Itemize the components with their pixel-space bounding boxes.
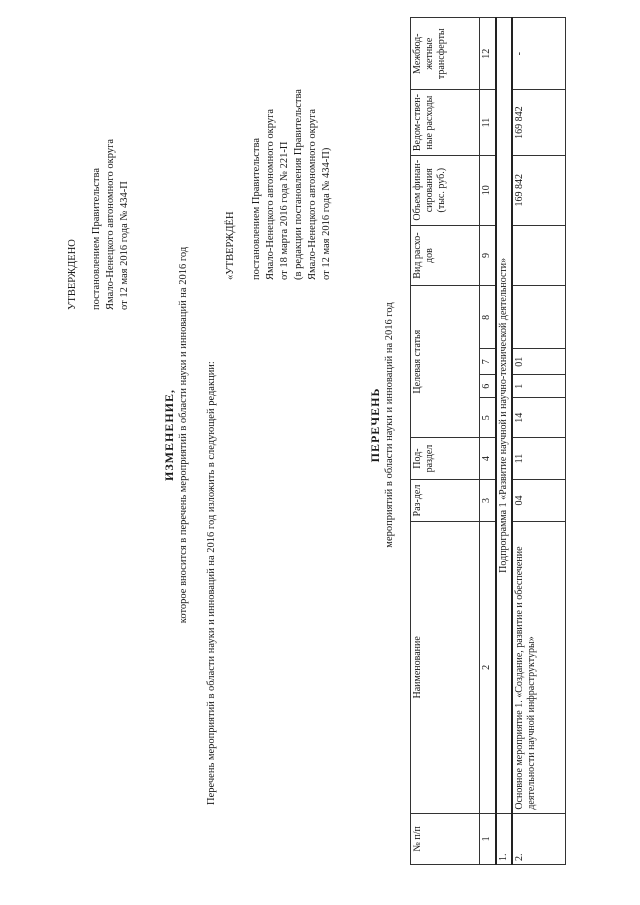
measure-vedom: 169 842 [512, 90, 566, 155]
approval-line: Ямало-Ненецкого автономного округа [265, 108, 276, 280]
col-number: 11 [480, 90, 497, 155]
col-number: 1 [480, 813, 497, 864]
row-num: 2. [512, 813, 566, 864]
approval-line: (в редакции постановления Правительства [293, 89, 304, 280]
header-podrazdel: Под-раздел [411, 438, 480, 480]
col-number: 4 [480, 438, 497, 480]
measure-podrazdel: 11 [512, 438, 566, 480]
header-vedom: Ведом-ствен-ные расходы [411, 90, 480, 155]
header-volume: Объем финан-сирования (тыс. руб.) [411, 155, 480, 225]
col-number: 2 [480, 522, 497, 814]
col-number: 12 [480, 18, 497, 90]
table-row-subprogram [496, 18, 512, 865]
measure-target-8 [512, 286, 566, 349]
header-razdel: Раз-дел [411, 480, 480, 522]
approval-line: Ямало-Ненецкого автономного округа [105, 138, 116, 310]
change-title: ИЗМЕНЕНИЕ, [162, 389, 176, 482]
measure-razdel: 04 [512, 480, 566, 522]
header-name: Наименование [411, 522, 480, 814]
col-number: 6 [480, 375, 497, 398]
subprogram-title: Подпрограмма 1 «Развитие научной и научно-технической деятельности» [496, 18, 512, 814]
row-num: 1. [496, 813, 512, 864]
list-title: ПЕРЕЧЕНЬ [368, 387, 382, 463]
table-header-row [411, 18, 480, 865]
col-number: 9 [480, 225, 497, 286]
approval-stamp-top [66, 10, 132, 310]
change-subtitle: которое вносится в перечень мероприятий в области науки и инноваций на 2016 год [178, 246, 189, 624]
col-number: 5 [480, 398, 497, 438]
approval-line: от 18 марта 2016 года № 221-П [279, 141, 290, 280]
approval-line: постановлением Правительства [91, 167, 102, 310]
header-target: Целевая статья [411, 286, 480, 438]
approval-stamp-quote [224, 10, 334, 280]
header-vid: Вид расхо-дов [411, 225, 480, 286]
approval-heading: УТВЕРЖДЕНО [67, 239, 78, 310]
measure-target-6: 1 [512, 375, 566, 398]
header-num: № п/п [411, 813, 480, 864]
approval-line: от 12 мая 2016 года № 434-П) [321, 147, 332, 280]
measures-table [410, 17, 566, 865]
measure-target-7: 01 [512, 349, 566, 375]
measure-vid [512, 225, 566, 286]
approval-heading: «УТВЕРЖДЁН [225, 211, 236, 280]
col-number: 7 [480, 349, 497, 375]
col-number: 10 [480, 155, 497, 225]
approval-line: Ямало-Ненецкого автономного округа [307, 108, 318, 280]
col-number: 8 [480, 286, 497, 349]
measure-target-5: 14 [512, 398, 566, 438]
list-subtitle: мероприятий в области науки и инноваций на 2016 год [384, 302, 395, 548]
table-row-measure [512, 18, 566, 865]
measure-name: Основное мероприятие 1. «Создание, развитие и обеспечение деятельности научной инфраструктуры» [512, 522, 566, 814]
col-number: 3 [480, 480, 497, 522]
approval-line: от 12 мая 2016 года № 434-П [119, 181, 130, 310]
table-col-numbers-row [480, 18, 497, 865]
measure-volume: 169 842 [512, 155, 566, 225]
approval-line: постановлением Правительства [251, 137, 262, 280]
measure-mezhbud: - [512, 18, 566, 90]
change-text: Перечень мероприятий в области науки и инноваций на 2016 год изложить в следующей редакции: [206, 361, 217, 805]
header-mezhbud: Межбюд-жетные трансферты [411, 18, 480, 90]
